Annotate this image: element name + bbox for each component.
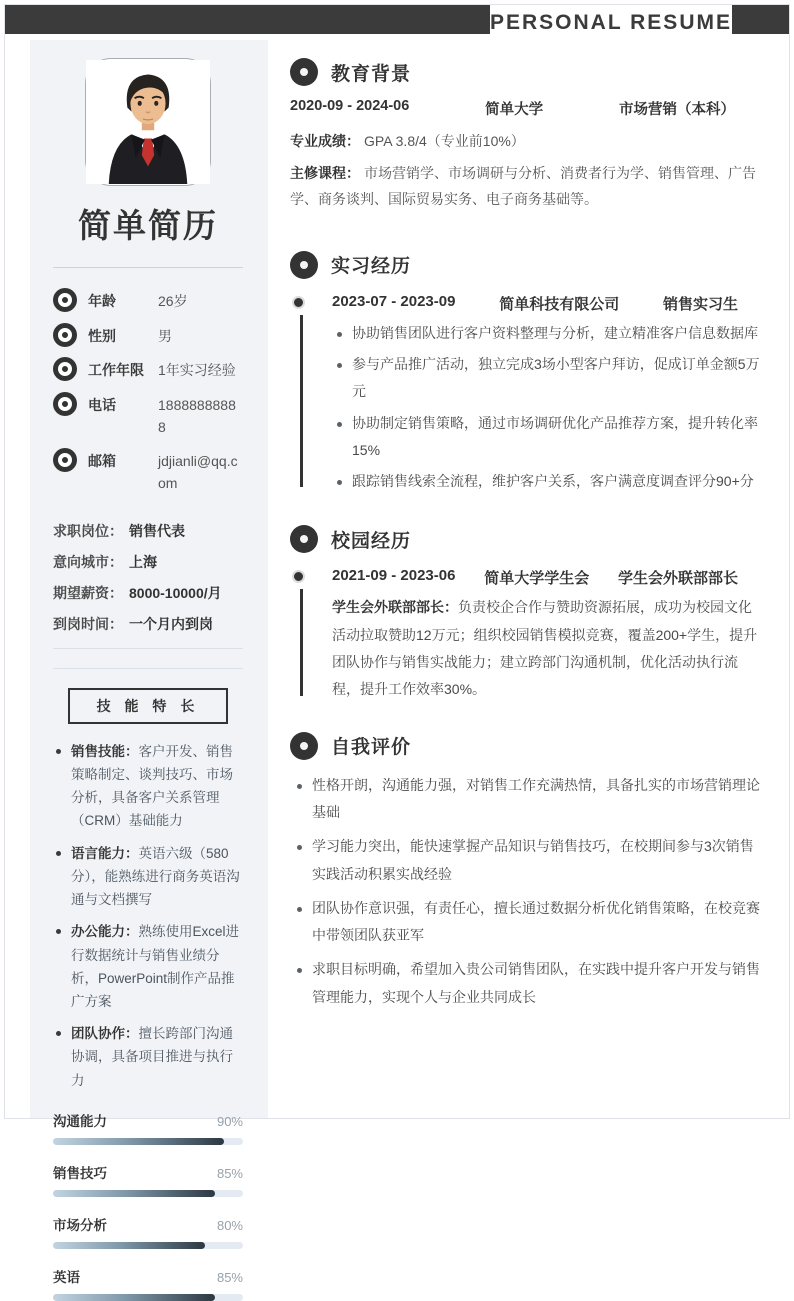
candidate-name: 简单简历 (78, 207, 218, 244)
top-bar (5, 5, 789, 34)
bar-track (53, 1138, 243, 1145)
skill-term: 语言能力： (71, 845, 139, 861)
bar-percent: 90% (216, 1113, 243, 1129)
info-label: 邮箱 (88, 453, 116, 470)
bar-fill (53, 1242, 205, 1249)
bullseye-icon (53, 357, 77, 381)
education-period: 2020-09 - 2024-06 (290, 98, 410, 114)
bullet-item: 学习能力突出，能快速掌握产品知识与销售技巧，在校期间参与3次销售实践活动积累实战经验 (290, 833, 764, 888)
pref-salary (53, 583, 243, 603)
info-item-gender (53, 323, 243, 348)
section-title: 校园经历 (331, 530, 412, 552)
bar-label: 市场分析 (53, 1217, 107, 1233)
section-header (290, 732, 764, 760)
courses-label: 主修课程： (290, 164, 360, 181)
section-education (290, 58, 764, 213)
bullseye-icon (53, 392, 77, 416)
pref-availability (53, 614, 243, 634)
bar-percent: 85% (216, 1165, 243, 1181)
timeline-dot-icon (292, 296, 305, 309)
bar-fill (53, 1190, 215, 1197)
skill-desc: 英语六级（580分），能熟练进行商务英语沟通与文档撰写 (71, 845, 240, 908)
skill-item-language (53, 842, 243, 912)
info-item-email (53, 448, 243, 494)
bullseye-icon (53, 288, 77, 312)
self-eval-bullet-list (290, 772, 764, 1011)
skill-item-sales (53, 740, 243, 833)
section-self-evaluation (290, 732, 764, 1011)
courses-value: 市场营销学、市场调研与分析、消费者行为学、销售管理、广告学、商务谈判、国际贸易实务、电子商务基础等。 (290, 164, 756, 207)
bar-sales-skill (53, 1162, 243, 1197)
skill-term: 销售技能： (71, 743, 139, 759)
pref-value: 一个月内到岗 (129, 615, 213, 632)
info-value: jdjianli@qq.com (158, 453, 238, 492)
info-value: 26岁 (158, 293, 188, 309)
bar-track (53, 1294, 243, 1301)
avatar (85, 58, 211, 186)
info-label: 年龄 (88, 293, 116, 309)
portrait-illustration (86, 59, 210, 185)
bullet-item: 跟踪销售线索全流程，维护客户关系，客户满意度调查评分90+分 (332, 468, 764, 495)
gpa-value: GPA 3.8/4（专业前10%） (364, 133, 525, 149)
internship-period: 2023-07 - 2023-09 (332, 292, 456, 310)
gpa-label: 专业成绩： (290, 133, 360, 149)
info-value: 18888888888 (158, 397, 236, 435)
section-title: 自我评价 (331, 737, 412, 759)
timeline (290, 567, 764, 703)
section-header (290, 251, 764, 279)
pref-label: 到岗时间： (53, 615, 123, 632)
section-header (290, 525, 764, 553)
donut-circle-icon (290, 732, 318, 760)
skills-section-title: 技 能 特 长 (96, 697, 200, 714)
bar-percent: 80% (216, 1217, 243, 1233)
section-header (290, 58, 764, 86)
internship-company: 简单科技有限公司 (499, 295, 620, 313)
pref-value: 8000-10000/月 (129, 584, 222, 601)
bar-english (53, 1266, 243, 1301)
sidebar (30, 40, 268, 1285)
info-item-phone (53, 392, 243, 438)
timeline (290, 293, 764, 496)
education-courses-line (290, 161, 764, 213)
donut-circle-icon (290, 58, 318, 86)
bullseye-icon (53, 448, 77, 472)
internship-role: 销售实习生 (662, 295, 738, 313)
skill-desc: 客户开发、销售策略制定、谈判技巧、市场分析，具备客户关系管理（CRM）基础能力 (71, 743, 233, 829)
info-label: 电话 (88, 397, 116, 414)
divider (53, 668, 243, 669)
skill-item-teamwork (53, 1022, 243, 1092)
education-gpa-line (290, 129, 764, 155)
divider (53, 648, 243, 649)
info-item-experience (53, 357, 243, 382)
timeline-dot-icon (292, 570, 305, 583)
pref-target-position (53, 521, 243, 541)
bar-fill (53, 1294, 215, 1301)
campus-desc-text: 负责校企合作与赞助资源拓展，成功为校园文化活动拉取赞助12万元；组织校园销售模拟竞赛，覆盖200+学生，提升团队协作与销售实战能力；建立跨部门沟通机制，优化活动执行流程，提升工作效率30%。 (332, 599, 758, 698)
skills-section-title-box (68, 688, 228, 724)
internship-entry-header (332, 293, 764, 314)
job-preferences (53, 521, 243, 634)
bar-track (53, 1242, 243, 1249)
pref-value: 销售代表 (129, 522, 185, 539)
bar-market-analysis (53, 1214, 243, 1249)
pref-label: 期望薪资： (53, 584, 123, 601)
donut-circle-icon (290, 525, 318, 553)
skill-desc: 擅长跨部门沟通协调，具备项目推进与执行力 (71, 1026, 233, 1088)
internship-bullet-list (332, 320, 764, 496)
info-label: 性别 (88, 327, 116, 344)
bullet-item: 参与产品推广活动，独立完成3场小型客户拜访，促成订单金额5万元 (332, 351, 764, 406)
skill-item-office (53, 920, 243, 1013)
pref-label: 求职岗位： (53, 522, 123, 539)
resume-title: PERSONAL RESUME (490, 11, 732, 34)
bar-label: 销售技巧 (53, 1165, 107, 1181)
bar-track (53, 1190, 243, 1197)
section-campus (290, 525, 764, 703)
section-title: 教育背景 (331, 63, 412, 85)
bullseye-icon (53, 323, 77, 347)
campus-role: 学生会外联部部长 (617, 570, 738, 588)
section-title: 实习经历 (331, 256, 412, 278)
bullet-item: 协助制定销售策略，通过市场调研优化产品推荐方案，提升转化率15% (332, 410, 764, 465)
skill-list (53, 740, 243, 1092)
info-value: 1年实习经验 (158, 362, 236, 379)
skill-bars (53, 1110, 243, 1301)
education-major: 市场营销（本科） (618, 102, 735, 118)
skill-desc: 熟练使用Excel进行数据统计与销售业绩分析，PowerPoint制作产品推广方案 (71, 924, 240, 1009)
divider (53, 267, 243, 268)
bar-percent: 85% (216, 1269, 243, 1285)
skill-term: 办公能力： (71, 924, 139, 940)
bullet-item: 性格开朗，沟通能力强，对销售工作充满热情，具备扎实的市场营销理论基础 (290, 772, 764, 827)
info-label: 工作年限 (88, 362, 144, 379)
bullet-item: 求职目标明确，希望加入贵公司销售团队，在实践中提升客户开发与销售管理能力，实现个人与企业共同成长 (290, 956, 764, 1011)
bullet-item: 协助销售团队进行客户资料整理与分析，建立精准客户信息数据库 (332, 320, 764, 347)
main-content (290, 40, 764, 1018)
skill-term: 团队协作： (71, 1026, 139, 1042)
campus-entry-header (332, 567, 764, 588)
bar-fill (53, 1138, 224, 1145)
pref-target-city (53, 552, 243, 572)
bar-label: 英语 (53, 1269, 80, 1285)
resume-title-box (490, 5, 732, 41)
education-school: 简单大学 (485, 102, 544, 118)
campus-period: 2021-09 - 2023-06 (332, 567, 456, 585)
bar-communication (53, 1110, 243, 1145)
campus-description (332, 594, 764, 703)
personal-info-list (53, 288, 243, 495)
pref-label: 意向城市： (53, 553, 123, 570)
bullet-item: 团队协作意识强，有责任心，擅长通过数据分析优化销售策略，在校竞赛中带领团队获亚军 (290, 895, 764, 950)
section-internship (290, 251, 764, 496)
campus-organization: 简单大学学生会 (484, 570, 590, 588)
education-entry-header (290, 98, 764, 119)
donut-circle-icon (290, 251, 318, 279)
bar-label: 沟通能力 (53, 1113, 107, 1129)
info-item-age (53, 288, 243, 313)
pref-value: 上海 (129, 553, 157, 570)
campus-role-lead: 学生会外联部部长： (332, 599, 458, 616)
info-value: 男 (158, 327, 172, 344)
